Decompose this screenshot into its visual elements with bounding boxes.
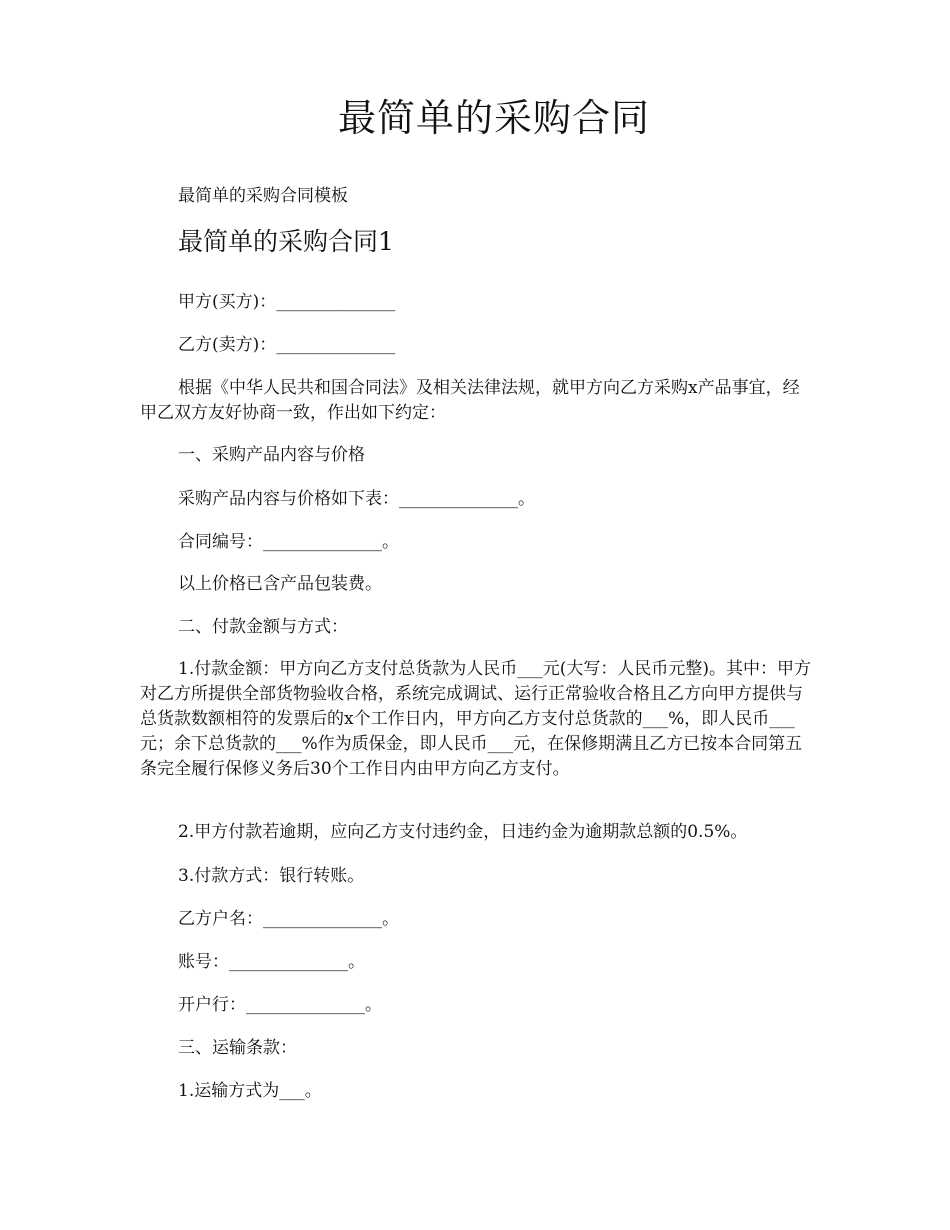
- document-subtitle: 最简单的采购合同模板: [178, 186, 348, 206]
- paragraph: 甲方(买方)：______________: [178, 292, 396, 312]
- transport-method-line: [140, 1079, 812, 1104]
- paragraph: 以上价格已含产品包装费。: [178, 574, 382, 594]
- paragraph: 三、运输条款：: [178, 1038, 297, 1058]
- paragraph: 1.付款金额：甲方向乙方支付总货款为人民币___元(大写：人民币元整)。其中：甲方对乙方所提供全部货物验收合格，系统完成调试、运行正常验收合格且乙方向甲方提供与总货款数额相符的发票后的x个工作日内，甲方向乙方支付总货款的___%，即人民币___元；余下总货款的___%作为质保金，即人民币___元，在保修期满且乙方已按本合同第五条完全履行保修义务后30个工作日内由甲方向乙方支付。: [140, 659, 811, 779]
- account-name-line: [140, 907, 812, 932]
- paragraph: 乙方户名：______________。: [178, 909, 399, 929]
- payment-method-line: [140, 864, 812, 889]
- packaging-note: [140, 572, 812, 597]
- product-table-line: [140, 487, 812, 512]
- paragraph: 账号：______________。: [178, 952, 365, 972]
- account-number-line: [140, 950, 812, 975]
- late-payment-paragraph: [140, 820, 812, 845]
- paragraph: 2.甲方付款若逾期，应向乙方支付违约金，日违约金为逾期款总额的0.5%。: [178, 822, 748, 842]
- section-heading: 最简单的采购合同1: [178, 227, 394, 256]
- section-two-title: [140, 615, 812, 640]
- paragraph: 一、采购产品内容与价格: [178, 445, 365, 465]
- paragraph: 开户行：______________。: [178, 995, 382, 1015]
- section-one-title: [140, 443, 812, 468]
- bank-line: [140, 993, 812, 1018]
- contract-number-line: [140, 530, 812, 555]
- party-a-line: [140, 290, 812, 315]
- paragraph: 乙方(卖方)：______________: [178, 335, 396, 355]
- party-b-line: [140, 333, 812, 358]
- paragraph: 合同编号：______________。: [178, 532, 399, 552]
- preamble-paragraph: [140, 376, 812, 426]
- paragraph: 3.付款方式：银行转账。: [178, 866, 365, 886]
- paragraph: 二、付款金额与方式：: [178, 617, 348, 637]
- paragraph: 1.运输方式为___。: [178, 1081, 322, 1101]
- document-title: 最简单的采购合同: [337, 96, 650, 140]
- payment-amount-paragraph: [140, 657, 812, 782]
- paragraph: 根据《中华人民共和国合同法》及相关法律法规，就甲方向乙方采购x产品事宜，经甲乙双方友好协商一致，作出如下约定：: [140, 378, 800, 423]
- paragraph: 采购产品内容与价格如下表：______________。: [178, 489, 535, 509]
- section-three-title: [140, 1036, 812, 1061]
